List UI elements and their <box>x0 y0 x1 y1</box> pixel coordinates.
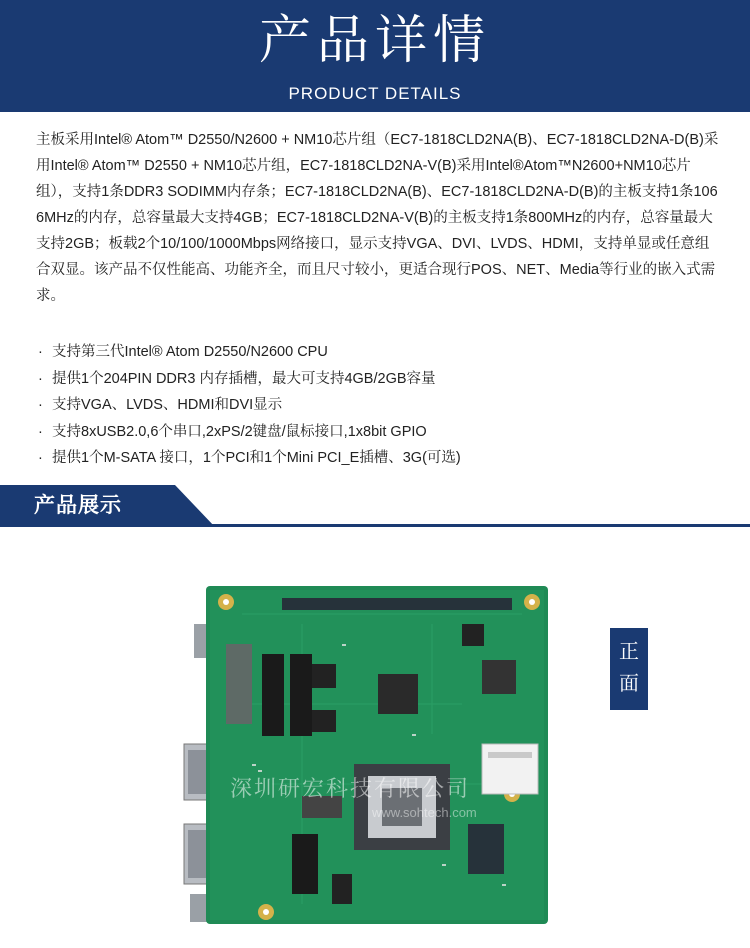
feature-item: · 支持VGA、LVDS、HDMI和DVI显示 <box>38 392 718 419</box>
front-view-label <box>610 628 648 710</box>
feature-list <box>38 339 718 472</box>
side-label-char: 面 <box>619 673 639 695</box>
bullet-icon: · <box>38 370 43 387</box>
section-title: 产品展示 <box>34 494 122 517</box>
feature-item: · 提供1个M-SATA 接口，1个PCI和1个Mini PCI_E插槽、3G(可选) <box>38 445 718 472</box>
page-subtitle: PRODUCT DETAILS <box>288 84 462 103</box>
motherboard-image <box>182 584 552 926</box>
watermark-text: 深圳研宏科技有限公司 <box>230 776 471 801</box>
bullet-icon: · <box>38 397 43 414</box>
bullet-icon: · <box>38 423 43 440</box>
feature-item: · 支持8xUSB2.0,6个串口,2xPS/2键盘/鼠标接口,1x8bit GPIO <box>38 419 718 446</box>
intro-paragraph: 主板采用Intel® Atom™ D2550/N2600 + NM10芯片组（EC7-1818CLD2NA(B)、EC7-1818CLD2NA-D(B)采用Intel® Atom™ D2550 + NM10芯片组，EC7-1818CLD2NA-V(B)采用Intel®Atom™N2600+NM10芯片组），支持1条DDR3 SODIMM内存条；EC7-1818CLD2NA(B)、EC7-1818CLD2NA-D(B)的主板支持1条1066MHz的内存，总容量最大支持4GB；EC7-1818CLD2NA-V(B)的主板支持1条800MHz的内存，总容量最大支持2GB；板载2个10/100/1000Mbps网络接口，显示支持VGA、DVI、LVDS、HDMI，支持单显或任意组合双显。该产品不仅性能高、功能齐全，而且尺寸较小，更适合现行POS、NET、Media等行业的嵌入式需求。 <box>36 132 719 304</box>
section-header <box>0 485 750 527</box>
bullet-icon: · <box>38 344 43 360</box>
bullet-icon: · <box>38 450 43 467</box>
header-banner <box>0 0 750 112</box>
page-title: 产品详情 <box>258 11 491 71</box>
feature-item: · 支持第三代Intel® Atom D2550/N2600 CPU <box>38 339 718 366</box>
side-label-char: 正 <box>619 641 639 663</box>
feature-item: · 提供1个204PIN DDR3 内存插槽，最大可支持4GB/2GB容量 <box>38 366 718 393</box>
watermark-url: www.sohtech.com <box>372 805 477 820</box>
